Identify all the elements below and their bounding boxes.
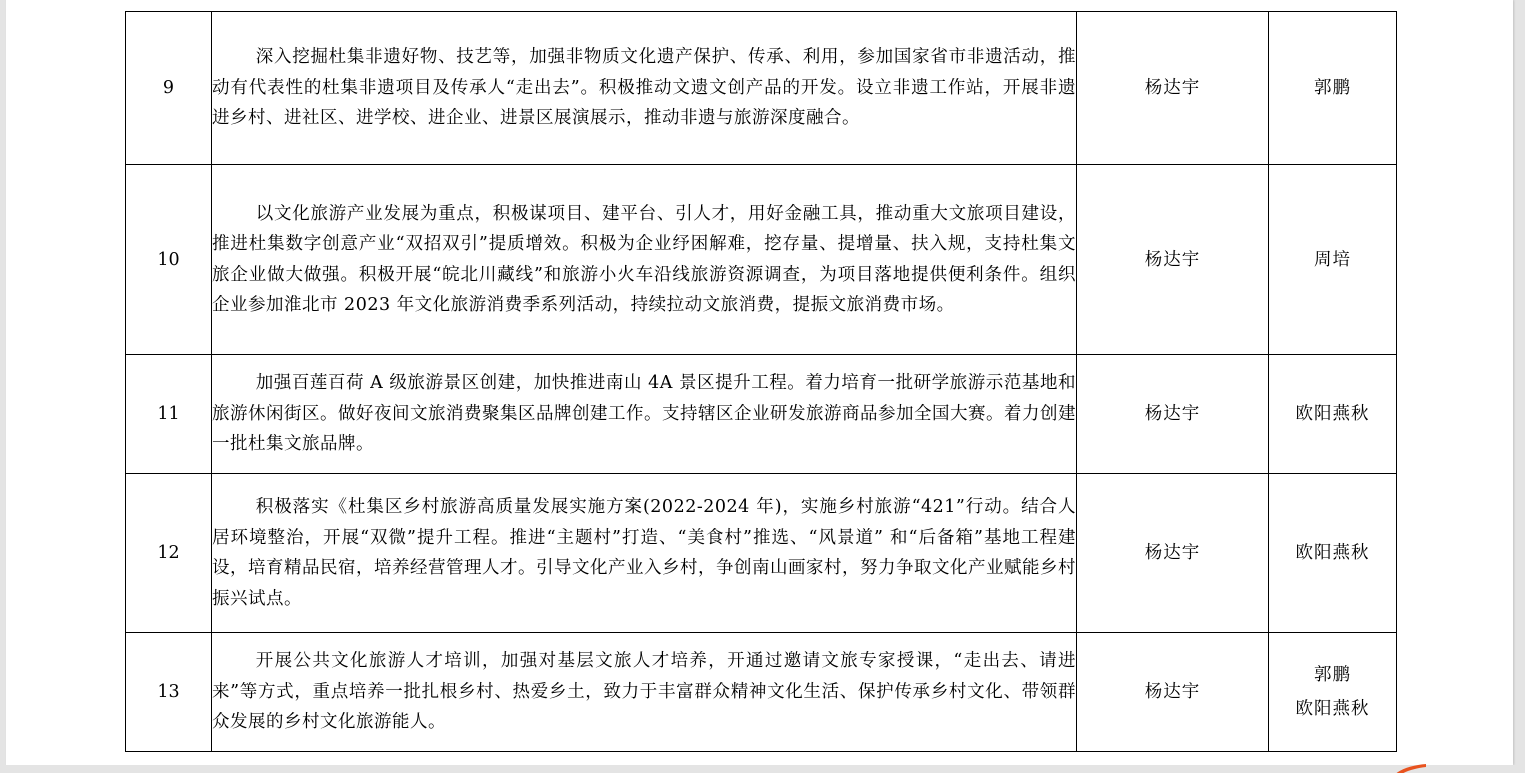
responsible-person: [1269, 165, 1397, 355]
table-row: [126, 165, 1397, 355]
row-number: 9: [126, 12, 212, 165]
task-content-text: 积极落实《杜集区乡村旅游高质量发展实施方案(2022-2024 年)，实施乡村旅游“421”行动。结合人居环境整治，开展“双微”提升工程。推进“主题村”打造、“美食村”推选、“风景道” 和“后备箱”基地工程建设，培育精品民宿，培养经营管理人才。引导文化产业入乡村，争创南山画家村，努力争取文化产业赋能乡村振兴试点。: [212, 497, 1076, 609]
row-number: 10: [126, 165, 212, 355]
responsible-person: [1269, 474, 1397, 633]
document-page: [6, 0, 1513, 765]
lead-leader: 杨达宇: [1077, 633, 1269, 752]
table-row: [126, 474, 1397, 633]
lead-leader: 杨达宇: [1077, 165, 1269, 355]
task-content: [212, 355, 1077, 474]
table-row: [126, 633, 1397, 752]
responsible-person-name: 郭鹏: [1314, 78, 1351, 98]
task-content-text: 以文化旅游产业发展为重点，积极谋项目、建平台、引人才，用好金融工具，推动重大文旅项目建设，推进杜集数字创意产业“双招双引”提质增效。积极为企业纾困解难，挖存量、提增量、扶入规，支持杜集文旅企业做大做强。积极开展“皖北川藏线”和旅游小火车沿线旅游资源调查，为项目落地提供便利条件。组织企业参加淮北市 2023 年文化旅游消费季系列活动，持续拉动文旅消费，提振文旅消费市场。: [212, 203, 1076, 315]
viewer-bottom-margin: [0, 765, 1525, 773]
lead-leader: 杨达宇: [1077, 355, 1269, 474]
task-content: [212, 474, 1077, 633]
row-number: 11: [126, 355, 212, 474]
task-content-text: 开展公共文化旅游人才培训，加强对基层文旅人才培养，开通过邀请文旅专家授课，“走出去、请进来”等方式，重点培养一批扎根乡村、热爱乡土，致力于丰富群众精神文化生活、保护传承乡村文化、带领群众发展的乡村文化旅游能人。: [212, 651, 1076, 733]
task-content-text: 深入挖掘杜集非遗好物、技艺等，加强非物质文化遗产保护、传承、利用，参加国家省市非遗活动，推动有代表性的杜集非遗项目及传承人“走出去”。积极推动文遗文创产品的开发。设立非遗工作站，开展非遗进乡村、进社区、进学校、进企业、进景区展演展示，推动非遗与旅游深度融合。: [212, 47, 1076, 129]
viewer-scrollbar-track[interactable]: [1513, 0, 1525, 773]
responsible-person: [1269, 355, 1397, 474]
task-content: [212, 633, 1077, 752]
table-row: [126, 12, 1397, 165]
lead-leader: 杨达宇: [1077, 474, 1269, 633]
responsible-person-name: 周培: [1314, 249, 1351, 270]
task-table: [125, 11, 1397, 752]
table-row: [126, 355, 1397, 474]
row-number: 12: [126, 474, 212, 633]
responsible-person-name: 欧阳燕秋: [1295, 699, 1370, 719]
lead-leader: 杨达宇: [1077, 12, 1269, 165]
responsible-person: [1269, 12, 1397, 165]
responsible-person: [1269, 633, 1397, 752]
task-content-text: 加强百莲百荷 A 级旅游景区创建，加快推进南山 4A 景区提升工程。着力培育一批研学旅游示范基地和旅游休闲街区。做好夜间文旅消费聚集区品牌创建工作。支持辖区企业研发旅游商品参加全国大赛。着力创建一批杜集文旅品牌。: [212, 373, 1076, 455]
responsible-person-name: 欧阳燕秋: [1295, 543, 1370, 563]
row-number: 13: [126, 633, 212, 752]
page-corner-mark-icon: [1392, 760, 1428, 773]
task-content: [212, 12, 1077, 165]
responsible-person-name: 郭鹏: [1314, 665, 1351, 685]
responsible-person-name: 欧阳燕秋: [1295, 404, 1370, 424]
task-content: [212, 165, 1077, 355]
